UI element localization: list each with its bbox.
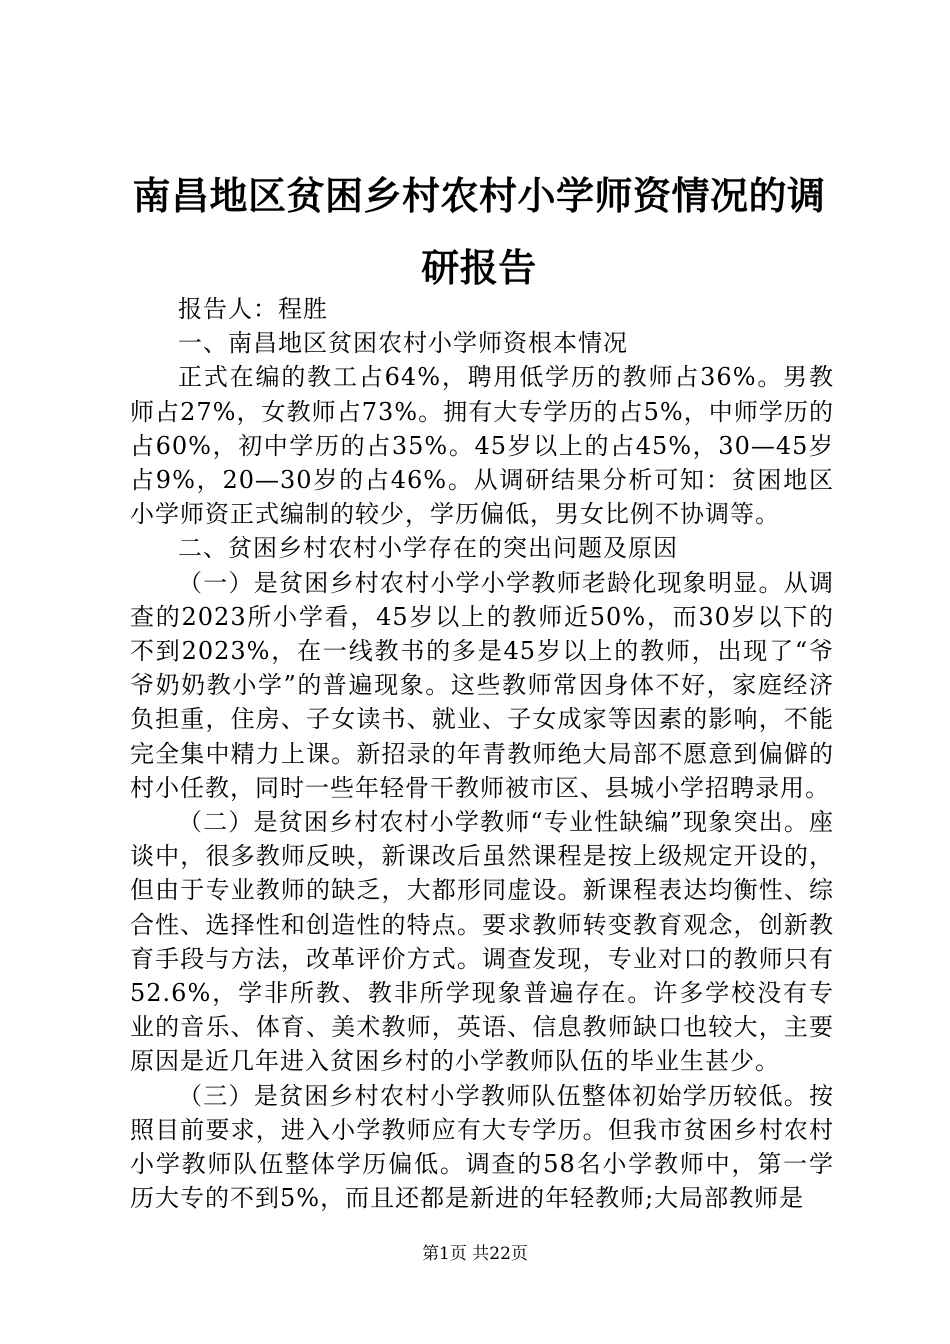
paragraph-aging: （一）是贫困乡村农村小学小学教师老龄化现象明显。从调查的2023所小学看，45岁以上的教师近50%，而30岁以下的不到2023%，在一线教书的多是45岁以上的教师，出现了“爷爷奶奶教小学”的普遍现象。这些教师常因身体不好，家庭经济负担重，住房、子女读书、就业、子女成家等因素的影响，不能完全集中精力上课。新招录的年青教师绝大局部不愿意到偏僻的村小任教，同时一些年轻骨干教师被市区、县城小学招聘录用。: [130, 568, 834, 802]
section-heading-2: 二、贫困乡村农村小学存在的突出问题及原因: [178, 534, 678, 563]
reporter-line: 报告人：程胜: [178, 295, 328, 323]
paragraph-specialty-shortage: （二）是贫困乡村农村小学教师“专业性缺编”现象突出。座谈中，很多教师反映，新课改后虽然课程是按上级规定开设的，但由于专业教师的缺乏，大都形同虚设。新课程表达均衡性、综合性、选择性和创造性的特点。要求教师转变教育观念，创新教育手段与方法，改革评价方式。调查发现，专业对口的教师只有52.6%，学非所教、教非所学现象普遍存在。许多学校没有专业的音乐、体育、美术教师，英语、信息教师缺口也较大，主要原因是近几年进入贫困乡村的小学教师队伍的毕业生甚少。: [130, 808, 834, 1076]
document-body: [130, 292, 834, 1215]
paragraph-low-education: （三）是贫困乡村农村小学教师队伍整体初始学历较低。按照目前要求，进入小学教师应有大专学历。但我市贫困乡村农村小学教师队伍整体学历偏低。调查的58名小学教师中，第一学历大专的不到5%，而且还都是新进的年轻教师;大局部教师是: [130, 1081, 834, 1213]
section-heading-1: 一、南昌地区贫困农村小学师资根本情况: [178, 329, 628, 358]
page-number-footer: 第1页 共22页: [422, 1244, 528, 1264]
paragraph-statistics: 正式在编的教工占64%，聘用低学历的教师占36%。男教师占27%，女教师占73%。拥有大专学历的占5%，中师学历的占60%，初中学历的占35%。45岁以上的占45%，30—45岁占9%，20—30岁的占46%。从调研结果分析可知：贫困地区小学师资正式编制的较少，学历偏低，男女比例不协调等。: [130, 363, 834, 529]
document-title: 南昌地区贫困乡村农村小学师资情况的调研报告: [132, 173, 826, 290]
